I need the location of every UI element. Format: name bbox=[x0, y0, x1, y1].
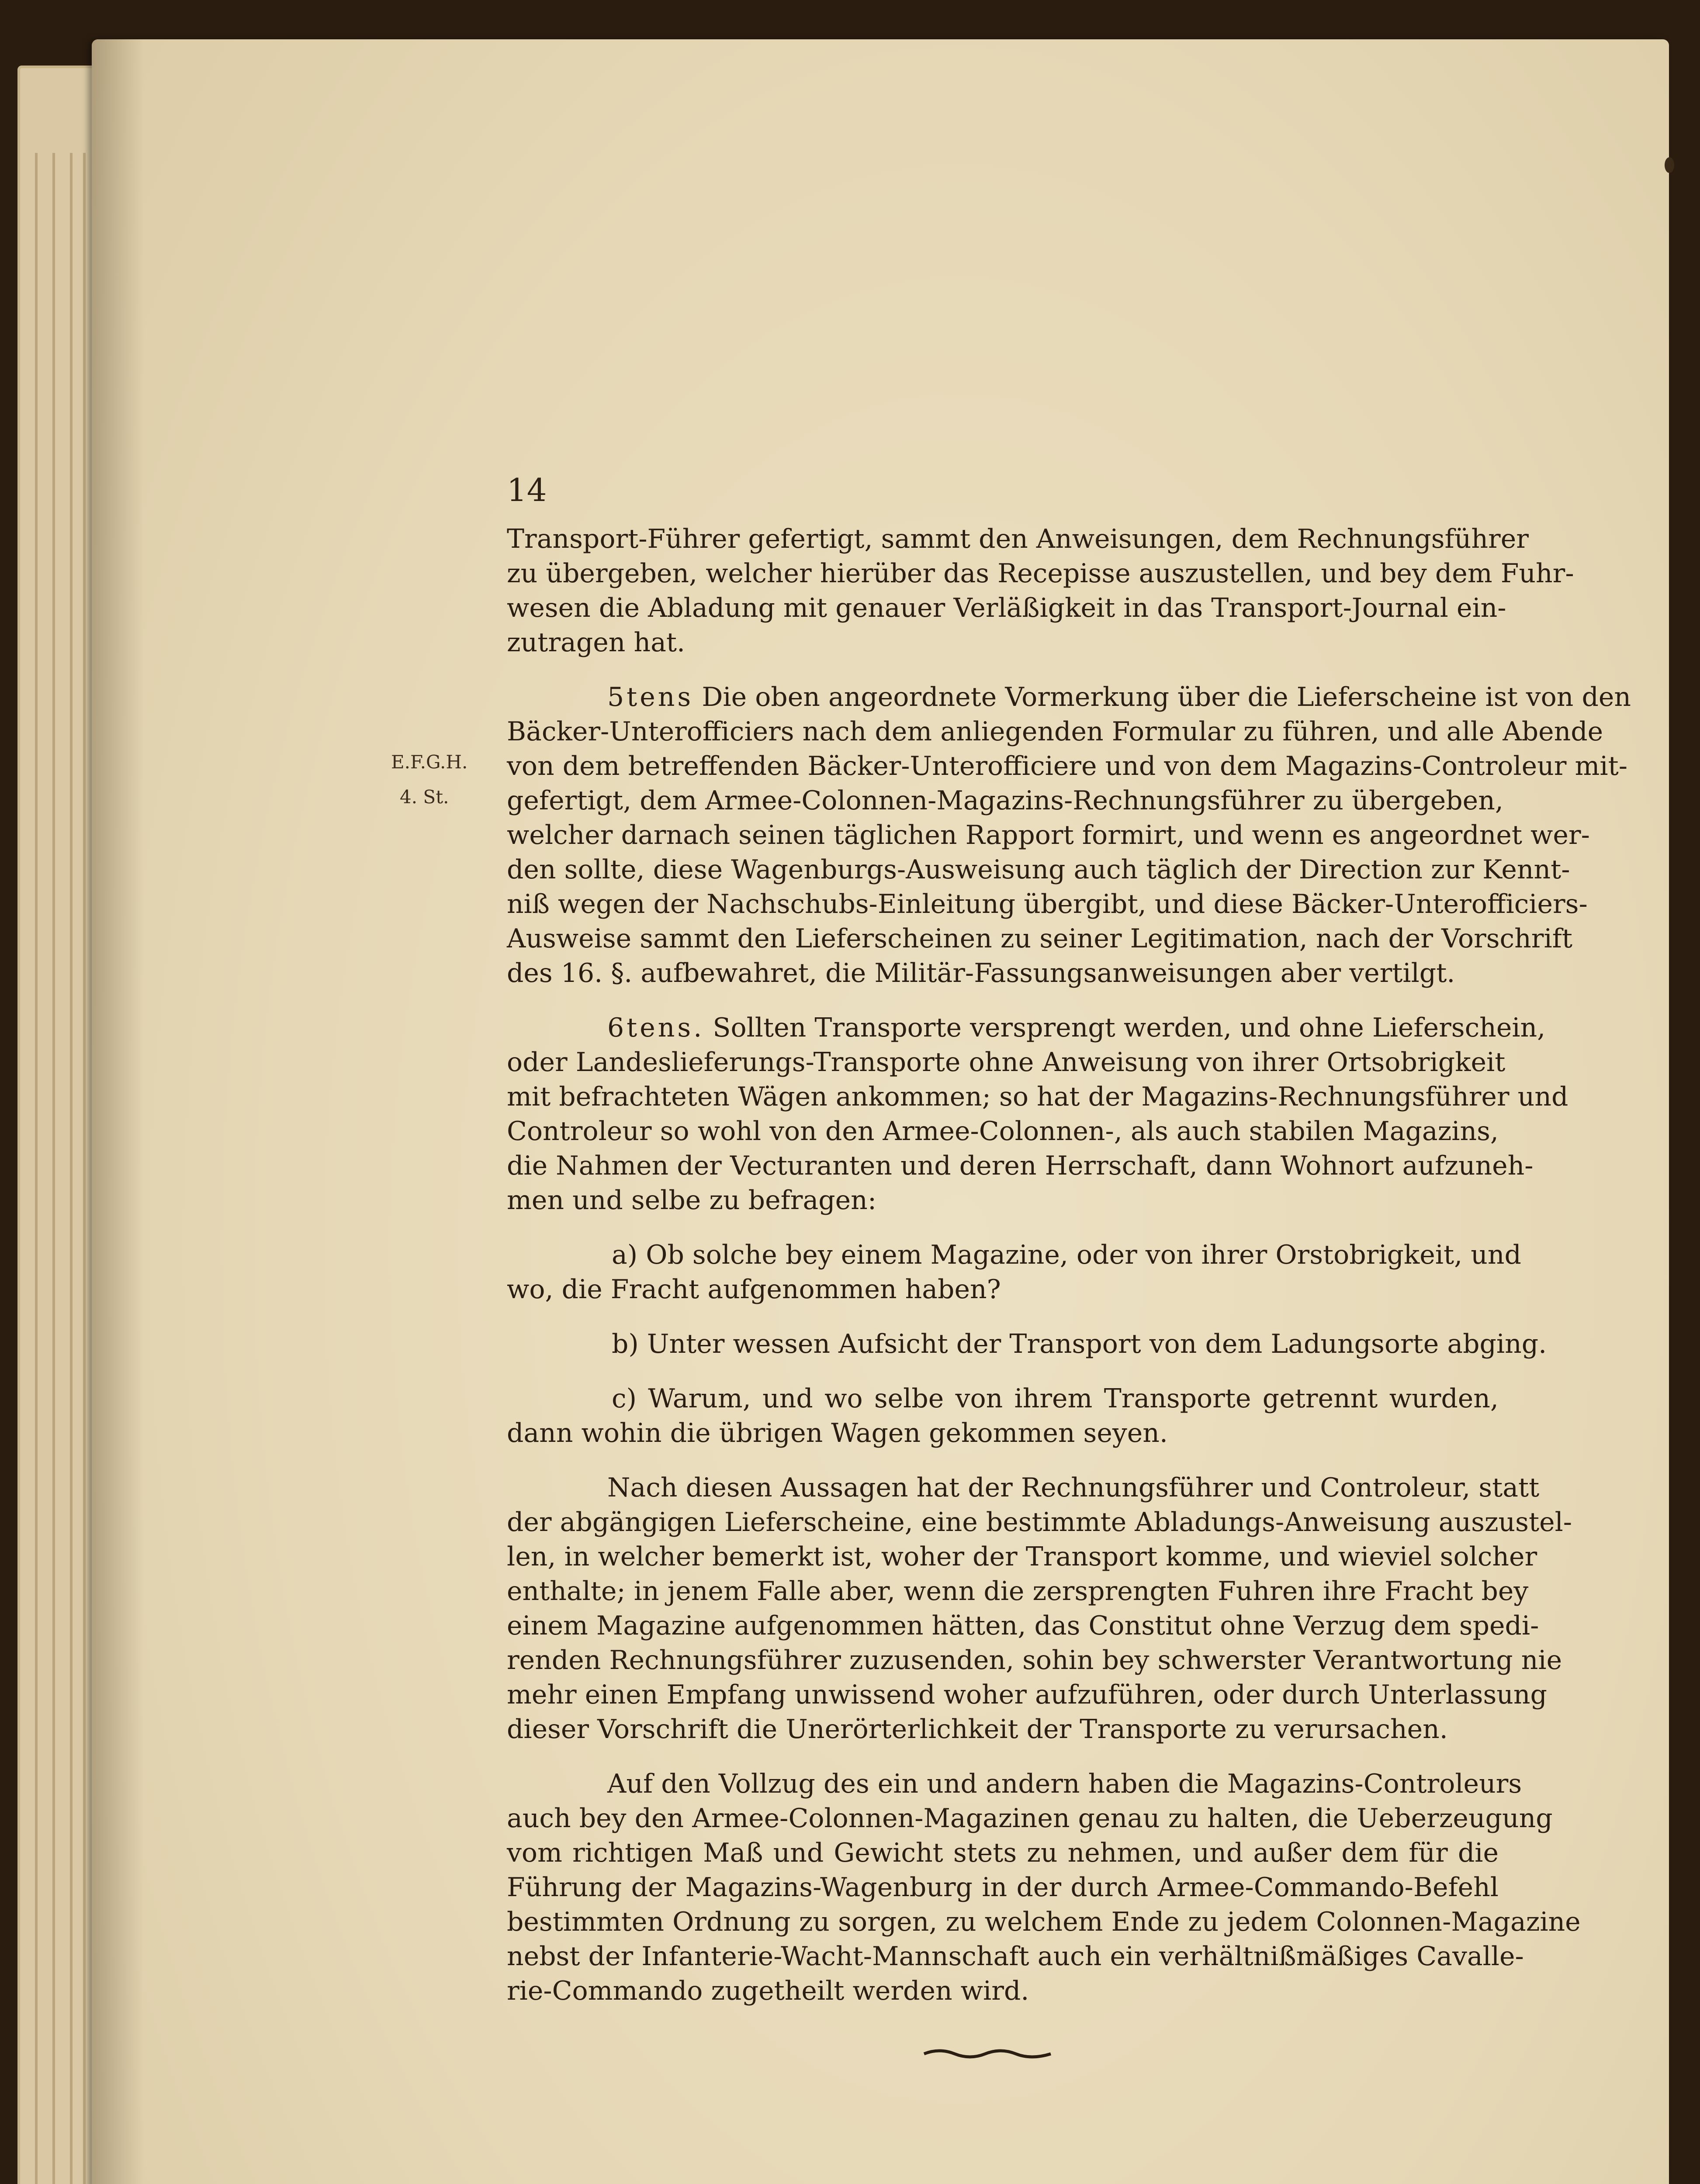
text-line: Ausweise sammt den Lieferscheinen zu seiner Legitimation, nach der Vorschrift bbox=[507, 923, 1572, 954]
paragraph-6tens bbox=[507, 1011, 1568, 1218]
text-line: zu übergeben, welcher hierüber das Recepisse auszustellen, und bey dem Fuhr- bbox=[507, 558, 1574, 589]
text-line: Führung der Magazins-Wagenburg in der durch Armee-Commando-Befehl bbox=[507, 1872, 1499, 1903]
margin-note-pieces: 4. St. bbox=[400, 786, 449, 808]
text-line: Auf den Vollzug des ein und andern haben die Magazins-Controleurs bbox=[607, 1769, 1522, 1799]
text-line: c) Warum, und wo selbe von ihrem Transporte getrennt wurden, bbox=[612, 1383, 1499, 1414]
text-line: mehr einen Empfang unwissend woher aufzuführen, oder durch Unterlassung bbox=[507, 1679, 1547, 1710]
text-line: Transport-Führer gefertigt, sammt den Anweisungen, dem Rechnungsführer bbox=[507, 524, 1529, 554]
text-line: auch bey den Armee-Colonnen-Magazinen genau zu halten, die Ueberzeugung bbox=[507, 1803, 1553, 1834]
text-line: dann wohin die übrigen Wagen gekommen seyen. bbox=[507, 1418, 1168, 1448]
page-edge bbox=[83, 153, 86, 2184]
text-line: men und selbe zu befragen: bbox=[507, 1185, 877, 1216]
text-line: Bäcker-Unterofficiers nach dem anliegenden Formular zu führen, und alle Abende bbox=[507, 716, 1603, 747]
text-line: Die oben angeordnete Vormerkung über die Lieferscheine ist von den bbox=[702, 682, 1631, 712]
text-line: len, in welcher bemerkt ist, woher der Transport komme, und wieviel solcher bbox=[507, 1541, 1537, 1572]
body-text bbox=[507, 522, 1631, 2008]
text-line: enthalte; in jenem Falle aber, wenn die zersprengten Fuhren ihre Fracht bey bbox=[507, 1576, 1529, 1607]
text-line: des 16. §. aufbewahret, die Militär-Fassungsanweisungen aber vertilgt. bbox=[507, 958, 1455, 988]
text-line: Nach diesen Aussagen hat der Rechnungsführer und Controleur, statt bbox=[607, 1472, 1540, 1503]
page-edge bbox=[35, 153, 38, 2184]
text-line: a) Ob solche bey einem Magazine, oder von ihrer Orstobrigkeit, und bbox=[612, 1240, 1521, 1270]
text-line: Sollten Transporte versprengt werden, und ohne Lieferschein, bbox=[713, 1013, 1546, 1043]
list-item-a bbox=[507, 1238, 1521, 1307]
paragraph-1 bbox=[507, 522, 1574, 660]
text-line: dieser Vorschrift die Unerörterlichkeit der Transporte zu verursachen. bbox=[507, 1714, 1448, 1745]
text-line: vom richtigen Maß und Gewicht stets zu nehmen, und außer dem für die bbox=[507, 1838, 1499, 1868]
text-line: rie-Commando zugetheilt werden wird. bbox=[507, 1976, 1029, 2006]
text-line: welcher darnach seinen täglichen Rapport formirt, und wenn es angeordnet wer- bbox=[507, 820, 1590, 850]
text-line: b) Unter wessen Aufsicht der Transport von dem Ladungsorte abging. bbox=[612, 1329, 1547, 1359]
section-label-6tens: 6tens. bbox=[607, 1013, 705, 1043]
text-line: von dem betreffenden Bäcker-Unterofficiere und von dem Magazins-Controleur mit- bbox=[507, 751, 1627, 781]
paragraph-4 bbox=[507, 1471, 1572, 1747]
ink-stain bbox=[1665, 157, 1674, 173]
text-line: nebst der Infanterie-Wacht-Mannschaft auch ein verhältnißmäßiges Cavalle- bbox=[507, 1941, 1524, 1972]
list-item-b bbox=[507, 1327, 1547, 1362]
text-line: der abgängigen Lieferscheine, eine bestimmte Abladungs-Anweisung auszustel- bbox=[507, 1507, 1572, 1538]
list-item-c bbox=[507, 1382, 1499, 1451]
text-line: mit befrachteten Wägen ankommen; so hat der Magazins-Rechnungsführer und bbox=[507, 1082, 1568, 1112]
text-line: Controleur so wohl von den Armee-Colonnen-, als auch stabilen Magazins, bbox=[507, 1116, 1499, 1147]
margin-note-sections: E.F.G.H. bbox=[391, 751, 468, 773]
text-line: gefertigt, dem Armee-Colonnen-Magazins-Rechnungsführer zu übergeben, bbox=[507, 785, 1503, 816]
text-line: einem Magazine aufgenommen hätten, das Constitut ohne Verzug dem spedi- bbox=[507, 1610, 1539, 1641]
section-label-5tens: 5tens bbox=[607, 682, 694, 712]
text-line: renden Rechnungsführer zuzusenden, sohin bey schwerster Verantwortung nie bbox=[507, 1645, 1562, 1676]
text-line: niß wegen der Nachschubs-Einleitung übergibt, und diese Bäcker-Unterofficiers- bbox=[507, 889, 1588, 919]
text-line: wesen die Abladung mit genauer Verläßigkeit in das Transport-Journal ein- bbox=[507, 593, 1506, 623]
text-line: die Nahmen der Vecturanten und deren Herrschaft, dann Wohnort aufzuneh- bbox=[507, 1151, 1534, 1181]
gutter-shadow bbox=[92, 39, 144, 2184]
paragraph-5 bbox=[507, 1767, 1581, 2008]
page-edge bbox=[52, 153, 55, 2184]
end-ornament bbox=[922, 2044, 1053, 2062]
paragraph-5tens bbox=[507, 680, 1631, 991]
text-line: den sollte, diese Wagenburgs-Ausweisung auch täglich der Direction zur Kennt- bbox=[507, 854, 1570, 885]
text-line: zutragen hat. bbox=[507, 627, 686, 658]
text-line: oder Landeslieferungs-Transporte ohne Anweisung von ihrer Ortsobrigkeit bbox=[507, 1047, 1506, 1078]
page-number: 14 bbox=[507, 472, 547, 508]
text-line: bestimmten Ordnung zu sorgen, zu welchem Ende zu jedem Colonnen-Magazine bbox=[507, 1907, 1581, 1937]
page-edge bbox=[70, 153, 73, 2184]
text-line: wo, die Fracht aufgenommen haben? bbox=[507, 1274, 1001, 1305]
